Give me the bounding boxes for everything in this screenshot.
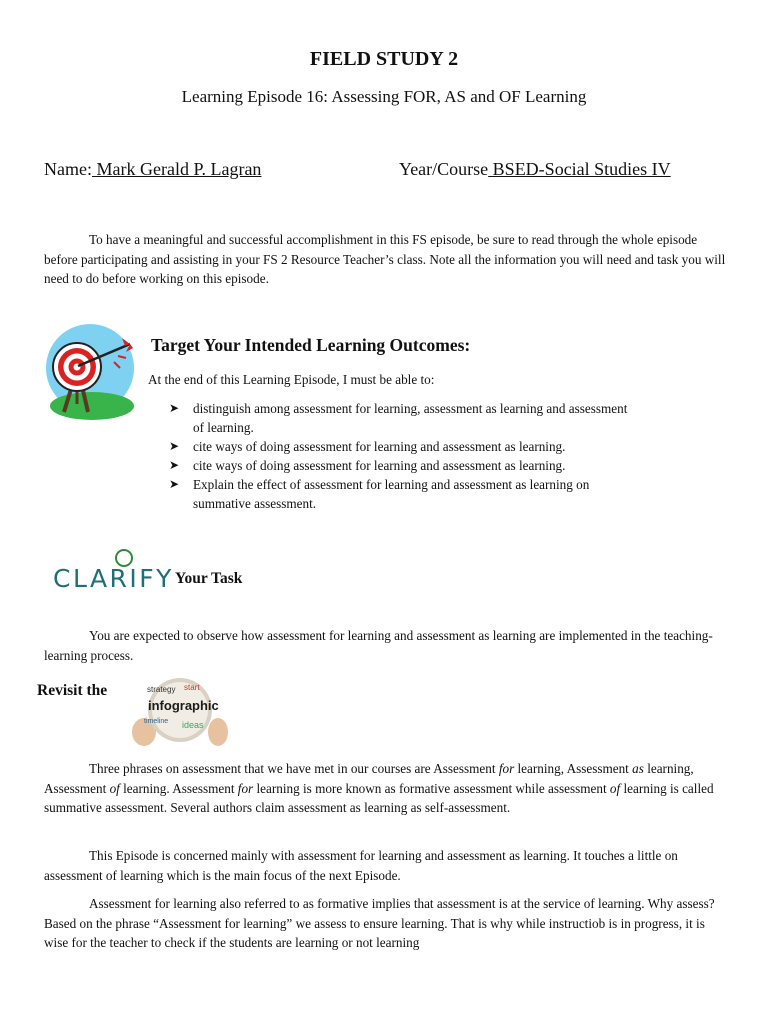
intro-paragraph: To have a meaningful and successful accomplishment in this FS episode, be sure to read through the whole episode before participating and assisting in your FS 2 Resource Teacher’s class. Note all the information you will need and task you will need to do before working on this episode. — [44, 232, 726, 286]
outcomes-list — [166, 399, 636, 513]
bullet-arrow-icon: ➤ — [169, 477, 180, 491]
course-label: Year/Course — [399, 159, 489, 179]
outcome-item: ➤ cite ways of doing assessment for learning and assessment as learning. — [169, 439, 566, 454]
name-label: Name: — [44, 159, 92, 179]
assessment-phrases-paragraph: Three phrases on assessment that we have met in our courses are Assessment for learning, Assessment as learning, Assessment of learning. Assessment for learning is more known as formative assessment while assessment of learning is called summative assessment. Several authors claim assessment as learning as self-assessment. — [44, 761, 714, 815]
outcome-item: ➤ cite ways of doing assessment for learning and assessment as learning. — [169, 458, 566, 473]
outcomes-heading: Target Your Intended Learning Outcomes: — [151, 335, 471, 355]
svg-text:start: start — [184, 683, 200, 692]
clarify-logo: CLARIFY — [53, 548, 168, 596]
name-field — [44, 159, 261, 180]
course-field — [399, 159, 671, 180]
svg-text:ideas: ideas — [182, 720, 204, 730]
course-value: BSED-Social Studies IV — [488, 159, 671, 179]
outcomes-lead: At the end of this Learning Episode, I must be able to: — [148, 372, 435, 387]
svg-text:strategy: strategy — [147, 685, 176, 694]
svg-text:infographic: infographic — [148, 698, 219, 713]
lightbulb-icon — [113, 548, 135, 570]
target-icon — [42, 322, 142, 426]
revisit-heading: Revisit the — [37, 682, 108, 699]
bullet-arrow-icon: ➤ — [169, 401, 180, 415]
svg-text:timeline: timeline — [144, 718, 169, 725]
outcome-item: ➤ Explain the effect of assessment for learning and assessment as learning on summative assessment. — [169, 477, 590, 511]
task-heading: Your Task — [175, 570, 243, 587]
task-paragraph: You are expected to observe how assessment for learning and assessment as learning are implemented in the teaching-learning process. — [44, 628, 713, 663]
infographic-image — [132, 676, 228, 748]
episode-focus-paragraph: This Episode is concerned mainly with assessment for learning and assessment as learning. It touches a little on assessment of learning which is the main focus of the next Episode. — [44, 848, 678, 883]
bullet-arrow-icon: ➤ — [169, 458, 180, 472]
bullet-arrow-icon: ➤ — [169, 439, 180, 453]
page-subtitle: Learning Episode 16: Assessing FOR, AS and OF Learning — [181, 87, 587, 106]
name-value: Mark Gerald P. Lagran — [91, 159, 262, 179]
assessment-for-learning-paragraph: Assessment for learning also referred to as formative implies that assessment is at the service of learning. Why assess? Based on the phrase “Assessment for learning” we assess to ensure learning. That is why while instructiob is in progress, it is wise for the teacher to check if the students are learning or not learning — [44, 896, 715, 950]
page-title: FIELD STUDY 2 — [309, 48, 459, 70]
outcome-item: ➤ distinguish among assessment for learning, assessment as learning and assessment of learning. — [169, 401, 628, 435]
